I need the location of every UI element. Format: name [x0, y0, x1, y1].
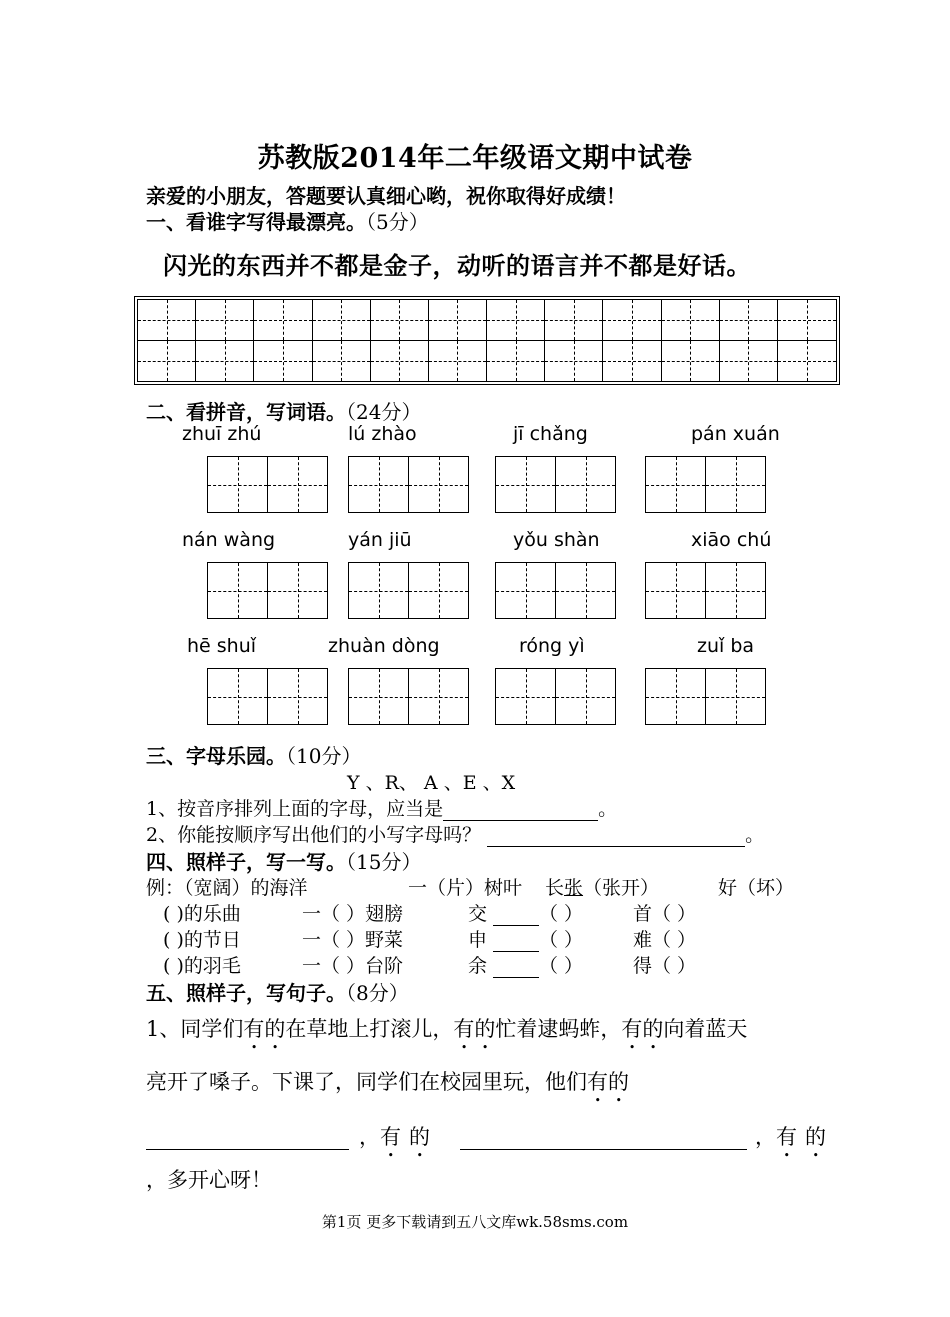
answer-box[interactable]	[207, 456, 328, 513]
section-2-title: 二、看拼音，写词语。	[146, 400, 346, 424]
writing-cell[interactable]	[254, 341, 312, 382]
text: 向着蓝天	[663, 1017, 748, 1041]
writing-cell[interactable]	[371, 341, 429, 382]
writing-cell[interactable]	[720, 300, 778, 341]
writing-cell[interactable]	[429, 341, 487, 382]
example-col-c	[545, 873, 659, 900]
section-1-title: 一、看谁字写得最漂亮。	[146, 210, 366, 234]
pinyin-label: zhuàn dòng	[328, 635, 440, 657]
answer-box[interactable]	[348, 668, 469, 725]
writing-cell[interactable]	[196, 300, 254, 341]
example-meaning: （张开）	[583, 877, 660, 899]
paren: （ ）	[539, 955, 584, 977]
section-5-points: （8分）	[346, 981, 409, 1005]
text: 1、同学们	[146, 1017, 244, 1041]
writing-cell[interactable]	[603, 300, 661, 341]
section-5-heading	[146, 977, 409, 1006]
fill-adjective[interactable]: ( )的羽毛	[163, 955, 241, 977]
answer-blank[interactable]	[487, 824, 745, 847]
proverb: 闪光的东西并不都是金子，动听的语言并不都是好话。	[163, 251, 751, 280]
writing-cell[interactable]	[138, 341, 196, 382]
answer-box[interactable]	[645, 562, 766, 619]
answer-box[interactable]	[495, 562, 616, 619]
char: 余	[468, 955, 488, 977]
writing-cell[interactable]	[778, 341, 836, 382]
section-1-points: （5分）	[366, 210, 429, 234]
answer-box[interactable]	[348, 456, 469, 513]
emphasized-word: 有的	[587, 1070, 629, 1094]
example-col-d: 好（坏）	[718, 877, 795, 899]
question-text: 1、按音序排列上面的字母，应当是	[146, 798, 444, 820]
section-3-heading	[146, 740, 361, 769]
greeting: 亲爱的小朋友，答题要认真细心哟，祝你取得好成绩！	[146, 184, 626, 208]
section-5-title: 五、照样子，写句子。	[146, 981, 346, 1005]
answer-blank[interactable]	[493, 903, 539, 926]
answer-blank[interactable]	[443, 798, 598, 821]
text: 亮开了嗓子。下课了，同学们在校园里玩，他们	[146, 1070, 587, 1094]
answer-box[interactable]	[348, 562, 469, 619]
char: 申	[468, 929, 488, 951]
answer-box[interactable]	[495, 456, 616, 513]
sentence-line-2	[146, 1066, 629, 1107]
pinyin-label: zuǐ ba	[697, 635, 755, 657]
question-alphabet-order	[146, 794, 617, 821]
writing-cell[interactable]	[487, 341, 545, 382]
answer-blank[interactable]	[493, 929, 539, 952]
text: 忙着逮蚂蚱，	[495, 1017, 622, 1041]
writing-cell[interactable]	[429, 300, 487, 341]
fill-measure-word[interactable]: 一（ ）翅膀	[302, 903, 404, 925]
emphasized-word: 有的	[453, 1017, 496, 1041]
fill-adjective[interactable]: ( )的节日	[163, 929, 241, 951]
fill-antonym[interactable]: 首（ ）	[633, 903, 697, 925]
letter-list: Y 、R、 A 、E 、X	[347, 772, 516, 794]
sentence-line-4: ，多开心呀！	[146, 1168, 272, 1192]
writing-cell[interactable]	[545, 300, 603, 341]
period: 。	[745, 824, 765, 846]
sentence-line-3	[146, 1121, 834, 1162]
pinyin-label: jī chǎng	[513, 423, 588, 445]
fill-polyphone[interactable]	[468, 925, 583, 952]
writing-cell[interactable]	[545, 341, 603, 382]
example-col-b: 一（片）树叶	[408, 877, 523, 899]
emphasized-word: 有的	[380, 1125, 438, 1149]
section-4-points: （15分）	[346, 850, 422, 874]
answer-blank[interactable]	[493, 955, 539, 978]
writing-grid[interactable]	[134, 296, 840, 385]
answer-box[interactable]	[495, 668, 616, 725]
emphasized-word: 有的	[621, 1017, 664, 1041]
fill-polyphone[interactable]	[468, 899, 583, 926]
char: 交	[468, 903, 488, 925]
writing-cell[interactable]	[371, 300, 429, 341]
writing-grid-cells	[137, 299, 837, 382]
emphasized-word: 有的	[243, 1017, 286, 1041]
comma: ，	[755, 1125, 776, 1149]
pinyin-label: nán wàng	[182, 529, 276, 551]
writing-cell[interactable]	[313, 300, 371, 341]
writing-cell[interactable]	[138, 300, 196, 341]
fill-polyphone[interactable]	[468, 951, 583, 978]
section-2-points: （24分）	[346, 400, 422, 424]
fill-measure-word[interactable]: 一（ ）台阶	[302, 955, 404, 977]
writing-cell[interactable]	[662, 341, 720, 382]
section-4-heading	[146, 846, 421, 875]
answer-box[interactable]	[645, 668, 766, 725]
period: 。	[598, 798, 618, 820]
pinyin-label: pán xuán	[691, 423, 780, 445]
writing-cell[interactable]	[313, 341, 371, 382]
pinyin-label: xiāo chú	[691, 529, 772, 551]
fill-adjective[interactable]: ( )的乐曲	[163, 903, 241, 925]
fill-measure-word[interactable]: 一（ ）野菜	[302, 929, 404, 951]
writing-cell[interactable]	[720, 341, 778, 382]
page-footer: 第1页 更多下载请到五八文库wk.58sms.com	[321, 1213, 629, 1231]
answer-blank[interactable]	[146, 1125, 349, 1150]
section-3-title: 三、字母乐园。	[146, 744, 286, 768]
pinyin-label: yán jiū	[348, 529, 412, 551]
pinyin-label: hē shuǐ	[187, 635, 257, 657]
writing-cell[interactable]	[487, 300, 545, 341]
example-col-a: 例：（宽阔）的海洋	[146, 877, 308, 899]
pinyin-label: lú zhào	[348, 423, 417, 445]
pinyin-label: zhuī zhú	[182, 423, 262, 445]
example-char: 长	[545, 877, 565, 899]
paren: （ ）	[539, 929, 584, 951]
writing-cell[interactable]	[662, 300, 720, 341]
question-text: 2、你能按顺序写出他们的小写字母吗？	[146, 824, 482, 846]
writing-cell[interactable]	[603, 341, 661, 382]
writing-cell[interactable]	[196, 341, 254, 382]
section-2-heading	[146, 396, 421, 425]
comma: ，	[359, 1125, 380, 1149]
answer-box[interactable]	[207, 668, 328, 725]
writing-cell[interactable]	[254, 300, 312, 341]
section-3-points: （10分）	[286, 744, 362, 768]
paren: （ ）	[539, 903, 584, 925]
example-underlined-char: 张	[564, 877, 584, 899]
emphasized-word: 有的	[776, 1125, 834, 1149]
answer-box[interactable]	[207, 562, 328, 619]
question-lowercase	[146, 820, 764, 847]
page-title: 苏教版2014年二年级语文期中试卷	[257, 143, 693, 174]
answer-box[interactable]	[645, 456, 766, 513]
fill-antonym[interactable]: 得（ ）	[633, 955, 697, 977]
answer-blank[interactable]	[460, 1125, 747, 1150]
pinyin-label: yǒu shàn	[513, 529, 600, 551]
pinyin-label: róng yì	[519, 635, 585, 657]
sentence-line-1	[146, 1013, 747, 1054]
section-4-title: 四、照样子，写一写。	[146, 850, 346, 874]
fill-antonym[interactable]: 难（ ）	[633, 929, 697, 951]
writing-cell[interactable]	[778, 300, 836, 341]
text: 在草地上打滚儿，	[285, 1017, 454, 1041]
section-1-heading	[146, 206, 429, 235]
